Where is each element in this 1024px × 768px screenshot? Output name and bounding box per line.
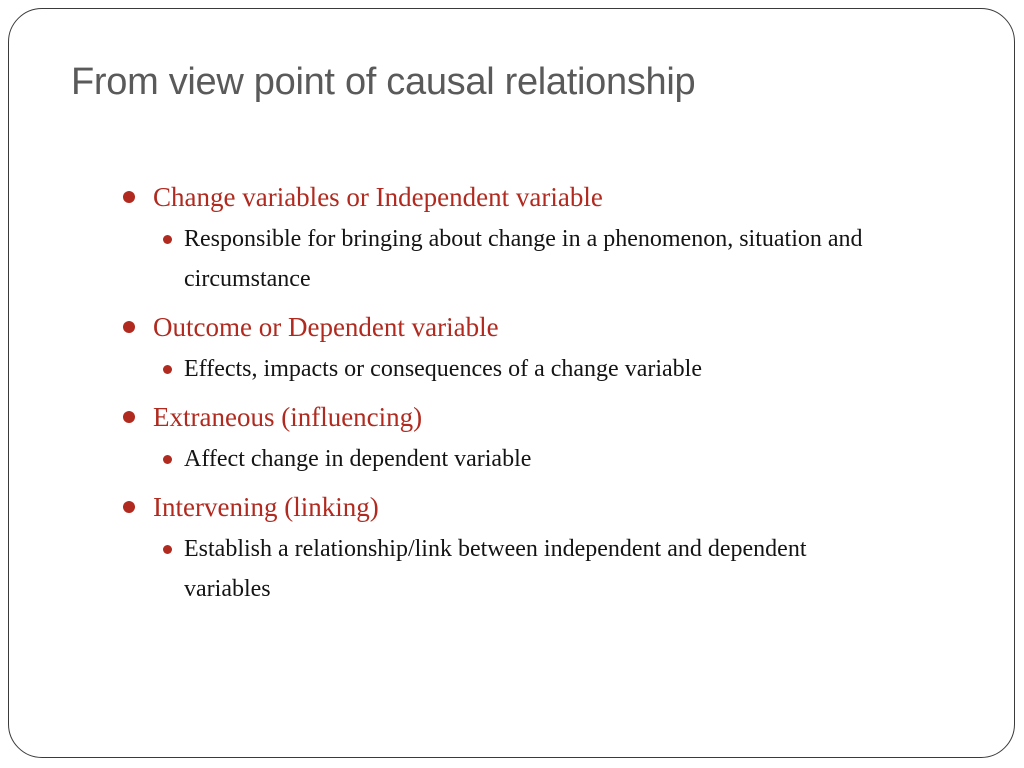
bullet-item-intervening xyxy=(123,487,923,527)
sub-bullet-text: Affect change in dependent variable xyxy=(184,446,532,472)
sub-bullet-item xyxy=(153,529,874,609)
bullet-item-extraneous xyxy=(123,397,923,437)
sub-bullet-text: Responsible for bringing about change in a phenomenon, situation and circumstance xyxy=(184,226,863,292)
bullet-item-change-variables xyxy=(123,177,923,217)
sub-bullet-dot-icon xyxy=(163,365,172,374)
bullet-dot-icon xyxy=(123,411,135,423)
sub-bullet-dot-icon xyxy=(163,455,172,464)
bullet-heading: Extraneous (influencing) xyxy=(153,402,423,432)
bullet-heading: Outcome or Dependent variable xyxy=(153,312,499,342)
slide-title: From view point of causal relationship xyxy=(71,61,696,103)
sub-bullet-item xyxy=(153,349,923,389)
sub-bullet-item xyxy=(153,219,874,299)
sub-bullet-item xyxy=(153,439,923,479)
sub-bullet-text: Establish a relationship/link between independent and dependent variables xyxy=(184,536,807,602)
slide-frame xyxy=(8,8,1015,758)
bullet-dot-icon xyxy=(123,501,135,513)
bullet-heading: Intervening (linking) xyxy=(153,492,379,522)
bullet-item-outcome xyxy=(123,307,923,347)
bullet-dot-icon xyxy=(123,321,135,333)
sub-bullet-text: Effects, impacts or consequences of a change variable xyxy=(184,356,702,382)
sub-bullet-dot-icon xyxy=(163,235,172,244)
bullet-dot-icon xyxy=(123,191,135,203)
bullet-list xyxy=(123,177,923,617)
sub-bullet-dot-icon xyxy=(163,545,172,554)
bullet-heading: Change variables or Independent variable xyxy=(153,182,603,212)
